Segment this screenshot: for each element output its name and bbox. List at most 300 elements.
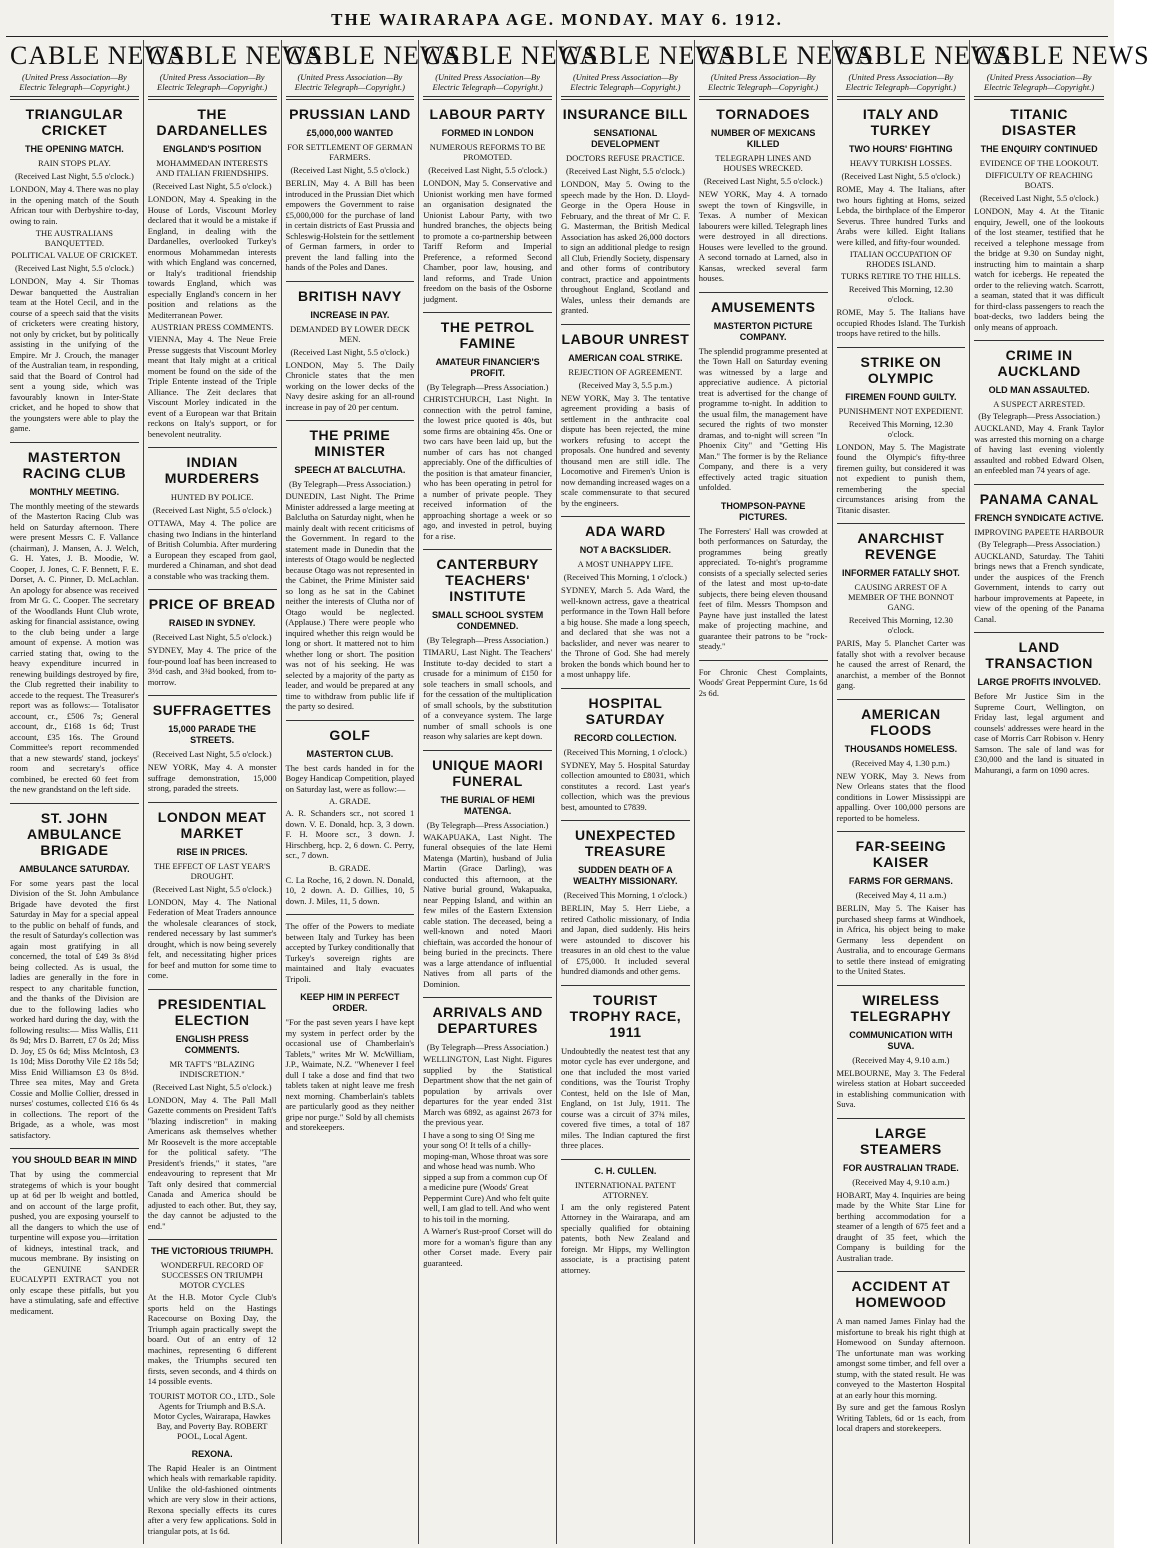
headline: TITANIC DISASTER — [1001, 106, 1077, 138]
advert-body: The Rapid Healer is an Ointment which heals with remarkable rapidity. Unlike the old-fashioned ointments which are very slow in their actions, Rexona specially effects its cures after a very few applications. Sold in triangular pots, at 1s 6d. — [147, 1462, 277, 1536]
received-line: (Received Last Night, 5.5 o'clock.) — [703, 176, 823, 186]
column-credit: (United Press Association—By Electric Telegraph—Copyright.) — [19, 72, 130, 92]
subhead: THE OPENING MATCH. — [24, 144, 124, 154]
headline: CANTERBURY TEACHERS' INSTITUTE — [436, 556, 539, 604]
column-4 — [419, 40, 599, 1544]
subhead: AMBULANCE SATURDAY. — [19, 863, 130, 874]
story-unexpected-treasure — [561, 827, 690, 977]
headline: UNIQUE MAORI FUNERAL — [432, 756, 544, 789]
received-line: (Received This Morning, 1 o'clock.) — [563, 572, 687, 582]
bank: DEMANDED BY LOWER DECK MEN. — [289, 323, 410, 344]
subhead: RISE IN PRICES. — [176, 846, 248, 857]
bank: IMPROVING PAPEETE HARBOUR — [974, 526, 1104, 537]
story-body: LONDON, May 4. There was no play in the opening match of the South African tour with Derbyshire to-day, owing to rain. — [10, 184, 139, 226]
subhead: RAISED IN SYDNEY. — [168, 618, 256, 628]
grade-heading: A. GRADE. — [328, 796, 371, 806]
story-accident-homewood — [837, 1278, 966, 1434]
bank: PUNISHMENT NOT EXPEDIENT. — [838, 405, 964, 416]
divider — [561, 820, 690, 821]
story-body: The best cards handed in for the Bogey Handicap Competition, played on Saturday last, were as follow:— — [285, 762, 415, 794]
headline: LONDON MEAT MARKET — [157, 808, 267, 841]
story-dardanelles — [148, 106, 277, 439]
headline: ITALY AND TURKEY — [862, 106, 939, 138]
headline: ST. JOHN AMBULANCE BRIGADE — [27, 809, 122, 858]
story-body: The Forresters' Hall was crowded at both performances on Saturday, the programmes being greatly appreciated. To-night's programme consists of a specially selected series of the latest and most up-to-date subjects, there being eleven thousand feet of film. Messrs Thompson and Payne have just installed the latest make of projecting machine, and guarantee their patrons to be "rock-steady." — [698, 525, 828, 651]
headline: WIRELESS TELEGRAPHY — [850, 991, 952, 1024]
headline: MASTERTON RACING CLUB — [22, 448, 127, 481]
subhead: MONTHLY MEETING. — [29, 486, 120, 497]
bank: TELEGRAPH LINES AND HOUSES WRECKED. — [715, 153, 812, 173]
story-insurance-bill — [561, 106, 690, 316]
story-body: NEW YORK, May 3. The tentative agreement providing a basis of settlement in the anthracite coal dispute has been rejected, the mine workers refusing to accept the proposals. One hundred and seventy thousand men are still idle. The Locomotive and Firemen's Union is now demanding increased wages on a scale commensurate to that secured by the engineers. — [561, 392, 690, 508]
subhead: FOR AUSTRALIAN TRADE. — [843, 1162, 959, 1173]
headline: PANAMA CANAL — [979, 490, 1099, 507]
bank: CAUSING ARREST OF A MEMBER OF THE BONNOT GANG. — [847, 582, 954, 612]
column-8 — [970, 40, 1150, 1544]
headline: THE PRIME MINISTER — [309, 427, 391, 459]
story-maori-funeral — [423, 757, 552, 990]
divider — [148, 1239, 277, 1240]
divider — [837, 1118, 966, 1119]
bank: EVIDENCE OF THE LOOKOUT. — [979, 158, 1099, 168]
divider — [286, 720, 415, 721]
headline: THE DARDANELLES — [156, 106, 268, 138]
column-rule — [974, 96, 1104, 100]
column-banner: CABLE NEWS — [10, 41, 186, 70]
bank: MR TAFT'S "BLAZING INDISCRETION." — [169, 1058, 255, 1079]
column-7 — [833, 40, 1012, 1544]
headline: TORNADOES — [716, 106, 810, 122]
divider — [148, 989, 277, 990]
bank: (By Telegraph—Press Association.) — [978, 411, 1101, 421]
column-5 — [557, 40, 737, 1544]
bank: (By Telegraph—Press Association.) — [978, 538, 1101, 549]
advert-heading: KEEP HIM IN PERFECT ORDER. — [300, 992, 400, 1013]
advert-body: At the H.B. Motor Cycle Club's sports held on the Hastings Racecourse on Boxing Day, the Triumph again practically swept the board. Out of an entry of 12 machines, representing 6 different makes, the Triumphs secured ten firsts, seven seconds, and 4 thirds on 14 possible events. — [147, 1292, 277, 1386]
story-large-steamers — [837, 1125, 966, 1264]
subhead: THOUSANDS HOMELESS. — [844, 743, 958, 754]
divider — [837, 523, 966, 524]
story-wireless-telegraphy — [837, 992, 966, 1110]
headline: CRIME IN AUCKLAND — [997, 347, 1081, 379]
advert-heading: REXONA. — [191, 1448, 233, 1459]
story-body: LONDON, May 5. Conservative and Unionist working men have formed an organisation designated the Unionist Labour Party, with two hundred branches, the objects being to promote a co-partnership between Tariff Reform and Imperial Preference, a reformed Second Chamber, poor law, housing, and land reforms, and Trade Union freedom on the basis of the Osborne judgment. — [423, 178, 552, 304]
divider — [148, 802, 277, 803]
story-tornadoes — [699, 106, 828, 284]
story-triangular-cricket — [10, 106, 139, 434]
story-body: CHRISTCHURCH, Last Night. In connection with the petrol famine, the lowest price quoted is 40s, but some firms are obtaining 45s. One or two cars have been laid up, but the number of cars has not changed appreciably. One of the difficulties of the position is that amateur financier, who has been operating in petrol for a number of private people. They received information of the approaching shortage a week or so ago, and invested in petrol, buying for a rise. — [423, 394, 552, 541]
story-labour-party — [423, 106, 552, 304]
subhead: TWO HOURS' FIGHTING — [849, 144, 953, 154]
received-line: Received This Morning, 12.30 o'clock. — [848, 284, 953, 304]
subhead: FRENCH SYNDICATE ACTIVE. — [974, 512, 1104, 523]
story-tourist-trophy — [561, 992, 690, 1151]
headline: FAR-SEEING KAISER — [855, 838, 947, 870]
story-body: AUCKLAND, Saturday. The Tahiti brings news that a French syndicate, under the auspices of the French Government, intends to carry out harbour improvements at Papeete, in view of the opening of the Panama Canal. — [974, 550, 1104, 624]
subhead: AMATEUR FINANCIER'S PROFIT. — [435, 357, 540, 378]
received-line: (Received Last Night, 5.5 o'clock.) — [152, 632, 272, 642]
headline: TOURIST TROPHY RACE, 1911 — [569, 991, 682, 1040]
received-line: (Received Last Night, 5.5 o'clock.) — [428, 165, 548, 175]
story-body: LONDON, May 4. At the Titanic enquiry, Jewell, one of the lookouts of the lost steamer, testified that he received a telephone message from the bridge at 9.30 on Sunday night, instructing him to maintain a sharp watch for icebergs. He repeated the order to the relieving watch. Scarrott, a seaman, stated that it was difficult for third-class passengers to reach the boat-decks, two ladders being the only means of approach. — [974, 206, 1104, 332]
bank: FOR SETTLEMENT OF GERMAN FARMERS. — [287, 142, 413, 162]
subhead: SENSATIONAL DEVELOPMENT — [591, 128, 660, 149]
headline: THE PETROL FAMINE — [440, 319, 535, 351]
divider — [423, 549, 552, 550]
advert-eucalypti — [10, 1155, 139, 1316]
story-body: WAKAPUAKA, Last Night. The funeral obsequies of the late Hemi Matenga (Martin), husband of Julia Martin (Grace Darling), was conducted this afternoon, at the Native burial ground, Wakapuaka, near Pepping Island, and within an few miles of the Eastern Extension cable station. The deceased, being a well-known and noted Maori chieftain, was accorded the honour of being buried in the precincts. There was a large attendance of influential Natives from all parts of the Dominion. — [423, 831, 552, 989]
story-body: BERLIN, May 5. Herr Liebe, a retired Catholic missionary, of India and Japan, died suddenly. His heirs were astounded to discover his treasures in an old chest to the value of £75,000. It included several hundred diamonds and other gems. — [561, 903, 690, 976]
received-line: (Received May 4, 1.30 p.m.) — [852, 757, 950, 768]
story-anarchist-revenge — [837, 530, 966, 691]
masthead-rule — [6, 36, 1108, 37]
advert-rexona — [148, 1449, 277, 1537]
divider — [837, 1271, 966, 1272]
column-rule — [561, 96, 690, 100]
column-credit: (United Press Association—By Electric Telegraph—Copyright.) — [157, 72, 268, 92]
divider — [561, 324, 690, 325]
subhead: FARMS FOR GERMANS. — [848, 876, 953, 886]
advert-heading: C. H. CULLEN. — [594, 1165, 657, 1176]
story-british-navy — [286, 288, 415, 413]
story-prime-minister — [286, 427, 415, 712]
story-body: NEW YORK, May 4. A tornado swept the town of Kingsville, in Texas. A number of Mexican labourers were killed. Telegraph lines were destroyed in all directions. Houses were levelled to the ground. A second tornado at Larned, also in Kansas, wrecked several farm houses. — [698, 189, 828, 283]
story-body: NEW YORK, May 4. A monster suffrage demonstration, 15,000 strong, paraded the streets. — [147, 762, 277, 793]
divider — [974, 484, 1104, 485]
divider — [561, 1159, 690, 1160]
divider — [148, 589, 277, 590]
columns — [6, 40, 1150, 1544]
story-prussian-land — [286, 106, 415, 273]
bank: A SUSPECT ARRESTED. — [993, 399, 1085, 409]
story-body: HOBART, May 4. Inquiries are being made by the White Star Line for berthing accommodation for a steamer of a length of 675 feet and a draught of 35 feet, which the Company is building for the Australian trade. — [836, 1189, 966, 1263]
headline: AMUSEMENTS — [710, 298, 816, 315]
story-body: MELBOURNE, May 3. The Federal wireless station at Hobart succeeded in establishing communication with Suva. — [836, 1067, 966, 1109]
column-credit: (United Press Association—By Electric Telegraph—Copyright.) — [432, 72, 543, 92]
story-amusements — [699, 299, 828, 493]
received-line: (Received Last Night, 5.5 o'clock.) — [14, 263, 134, 273]
bank: MOHAMMEDAN INTERESTS AND ITALIAN FRIENDSHIPS. — [155, 158, 269, 178]
advert-heading: THE VICTORIOUS TRIUMPH. — [150, 1246, 274, 1256]
story-mediation — [286, 921, 415, 984]
received-line: (Received Last Night, 5.5 o'clock.) — [290, 346, 410, 357]
story-body: LONDON, May 4. Speaking in the House of Lords, Viscount Morley declared that it would be a mistake if England, in dealing with the Dardanelles, overlooked Turkey's enormous Mohammedan interests with which England was concerned, or Italy's traditional friendship towards England, which was especially England's concern in her position and relations as the Mediterranean Power. — [147, 194, 277, 320]
subhead: THE ENQUIRY CONTINUED — [980, 144, 1098, 154]
subhead: £5,000,000 WANTED — [306, 128, 394, 138]
story-land-transaction — [974, 639, 1104, 775]
column-1 — [6, 40, 186, 1544]
bank: HEAVY TURKISH LOSSES. — [849, 158, 952, 168]
received-line: (Received Last Night, 5.5 o'clock.) — [152, 883, 272, 894]
received-line: (Received Last Night, 5.5 o'clock.) — [152, 181, 272, 191]
divider — [148, 695, 277, 696]
subhead: ENGLISH PRESS COMMENTS. — [175, 1033, 249, 1055]
subhead: SUDDEN DEATH OF A WEALTHY MISSIONARY. — [573, 865, 678, 886]
story-strike-olympic — [837, 354, 966, 516]
story-body: AUCKLAND, May 4. Frank Taylor was arrested this morning on a charge of having last evening violently assaulted and robbed Edward Olsen, an enfeebled man 74 years of age. — [974, 423, 1104, 475]
subhead: THE BURIAL OF HEMI MATENGA. — [440, 794, 535, 816]
subhead: RECORD COLLECTION. — [574, 732, 677, 743]
story-body: The splendid programme presented at the Town Hall on Saturday evening was witnessed by a large and appreciative audience. A pictorial treat is advertised for the change of programme to-night. In addition to the usual film, the management have secured the rights of two monster dramas, and to-night will screen "In Phoenix City" and "Getting His Man." The former is by the Reliance Company, and there is a very effectively acted tragic situation unfolded. — [698, 345, 828, 492]
column-banner: CABLE NEWS — [285, 41, 461, 70]
subhead: OLD MAN ASSAULTED. — [988, 385, 1090, 395]
story-body: LONDON, May 5. Owing to the speech made by the Hon. D. Lloyd-George in the Opera House in February, and the threat of Mr C. F. G. Masterman, the British Medical Association has asked 26,000 doctors to sign an additional pledge to resign all Club, Friendly Society, dispensary and other forms of contributory contract, practice and appointments throughout England, Scotland and Wales, unless their demands are granted. — [561, 179, 690, 315]
bank: HUNTED BY POLICE. — [170, 492, 254, 502]
story-body: DUNEDIN, Last Night. The Prime Minister addressed a large meeting at Balclutha on Saturday night, when he mainly dealt with recent criticisms of the Government. In regard to the statement made in Dunedin that the interests of Otago would be neglected because Otago was not represented in the Cabinet, the Prime Minister said so long as he sat in the Cabinet neither the interests of Clutha nor of Otago would be neglected. (Applause.) There were people who inquired whether this reign would be long or short. It mattered not to him whether long or short. The position was not of his seeking. He was selected by a majority of the party as leader, and would be prepared at any time to withdraw from public life if the party so desired. — [285, 491, 415, 711]
headline: INSURANCE BILL — [562, 106, 688, 122]
divider — [974, 632, 1104, 633]
advert-body: A Warner's Rust-proof Corset will do more for a woman's figure than any other Corset made. Every pair guaranteed. — [423, 1226, 552, 1268]
subhead: INCREASE IN PAY. — [310, 309, 390, 320]
subhead: MASTERTON PICTURE COMPANY. — [713, 320, 813, 342]
headline: GOLF — [329, 726, 371, 743]
advert-heading: YOU SHOULD BEAR IN MIND — [11, 1155, 137, 1165]
divider — [10, 803, 139, 804]
divider — [699, 660, 828, 661]
story-far-seeing-kaiser — [837, 838, 966, 977]
received-line: (Received Last Night, 5.5 o'clock.) — [290, 165, 410, 175]
divider — [561, 688, 690, 689]
advert-body: For Chronic Chest Complaints, Woods' Great Peppermint Cure, 1s 6d 2s 6d. — [698, 666, 828, 698]
story-body: VIENNA, May 4. The Neue Freie Presse suggests that Viscount Morley meant that Italy might at a critical moment be found on the side of the Triple Entente instead of the Triple Alliance. The Zeit declares that Viscount Morley indicated in the event of a European war that Britain reckons on Italy's support, or for benevolent neutrality. — [147, 334, 277, 439]
divider — [148, 447, 277, 448]
divider — [286, 420, 415, 421]
story-body: Before Mr Justice Sim in the Supreme Court, Wellington, on Friday last, legal argument and counsels' addresses were heard in the case of Morris Carr Robison v. Henry Samson. The sale of land was for £30,000 and the land is situated in Mahurangi, a farm on 1090 acres. — [974, 691, 1104, 775]
story-thompson-payne — [699, 501, 828, 652]
column-banner: CABLE NEWS — [147, 41, 324, 70]
bank: REJECTION OF AGREEMENT. — [568, 366, 683, 377]
story-body: SYDNEY, May 4. The price of the four-pound loaf has been increased to 3½d cash, and 3¾d booked, from to-morrow. — [147, 645, 277, 687]
subhead: INFORMER FATALLY SHOT. — [842, 568, 960, 578]
advert-triumph — [148, 1246, 277, 1441]
divider — [10, 1148, 139, 1149]
story-body: BERLIN, May 5. The Kaiser has purchased sheep farms at Windhoek, in Africa, his object being to make Germany less dependent on Australia, and to encourage Germans to settle there instead of emigrating to the United States. — [836, 903, 966, 976]
headline: SUFFRAGETTES — [152, 702, 272, 718]
received-line: Received This Morning, 12.30 o'clock. — [848, 418, 953, 439]
story-body: PARIS, May 5. Planchet Carter was fatally shot with a revolver because he caused the arrest of Renard, the anarchist, a member of the Bonnot gang. — [836, 638, 966, 690]
story-body: LONDON, May 4. The Pall Mall Gazette comments on President Taft's "blazing indiscretion" in making Americans ask themselves whether Mr Roosevelt is the more acceptable for the political safety. "The President's friends," it states, "are endeavouring to represent that Mr Taft only desired that commercial Canada and America should be adjusted to each other. But, they say, the day cannot be adjusted to the end." — [147, 1094, 277, 1231]
divider — [423, 750, 552, 751]
received-line: (Received Last Night, 5.5 o'clock.) — [152, 1081, 272, 1092]
story-italy-turkey — [837, 106, 966, 339]
bank: THE EFFECT OF LAST YEAR'S DROUGHT. — [153, 860, 271, 881]
column-rule — [423, 96, 552, 100]
received-line: (Received May 3, 5.5 p.m.) — [578, 379, 673, 390]
subhead: AMERICAN COAL STRIKE. — [568, 352, 683, 363]
bank: RAIN STOPS PLAY. — [37, 158, 111, 168]
story-body: ROME, May 5. The Italians have occupied Rhodes Island. The Turkish troops have retired to the hills. — [836, 307, 966, 338]
advert-body: That by using the commercial strategems of which is your bought up at 6d per lb weight and bottled, and on account of the large profit, pushed, you are exposing yourself to all the dangers to which the use of turpentine will expose you—irritation of kidneys, intestinal track, and mucous membrane. By insisting on the GENUINE SANDER EUCALYPTI EXTRACT you not only escape these pitfalls, but you have a stimulating, safe and effective medicament. — [10, 1169, 139, 1316]
divider — [837, 985, 966, 986]
story-body: A man named James Finlay had the misfortune to break his right thigh at Homewood on Sunday afternoon. The unfortunate man was working amongst some timber, and fell over a stump, with the stated result. He was conveyed to the Masterton Hospital at an early hour this morning. — [836, 1316, 966, 1400]
column-credit: (United Press Association—By Electric Telegraph—Copyright.) — [294, 72, 405, 92]
story-panama-canal — [974, 491, 1104, 625]
headline: LABOUR UNREST — [561, 330, 690, 347]
headline: LABOUR PARTY — [429, 106, 546, 122]
bank: POLITICAL VALUE OF CRICKET. — [11, 250, 138, 260]
subhead: NUMBER OF MEXICANS KILLED — [710, 128, 816, 149]
column-credit: (United Press Association—By Electric Telegraph—Copyright.) — [845, 72, 956, 92]
advert-agent: TOURIST MOTOR CO., LTD., Sole Agents for Triumph and B.S.A. Motor Cycles, Wairarapa, Hawkes Bay, and Poverty Bay. ROBERT POOL, Local Agent. — [149, 1390, 276, 1441]
column-rule — [148, 96, 277, 100]
received-line: (Received Last Night, 5.5 o'clock.) — [841, 171, 961, 181]
received-line: (Received May 4, 9.10 a.m.) — [852, 1176, 950, 1187]
headline: AMERICAN FLOODS — [861, 705, 941, 738]
subhead: NOT A BACKSLIDER. — [579, 545, 672, 555]
grade-results: A. R. Schanders scr., not scored 1 down. V. E. Donald, hcp. 3, 3 down. F. H. Moore scr., 3 down. J. Hirschberg, hcp. 2, 6 down. C. Perry, scr., 7 down. — [285, 808, 415, 860]
subhead: COMMUNICATION WITH SUVA. — [849, 1029, 953, 1051]
bank: DOCTORS REFUSE PRACTICE. — [566, 153, 685, 163]
story-body: WELLINGTON, Last Night. Figures supplied by the Statistical Department show that the net gain of population by arrivals over departures for the year ended 31st March was 6892, as against 2673 for the previous year. — [423, 1054, 552, 1127]
subhead: MASTERTON CLUB. — [306, 748, 394, 759]
column-2 — [144, 40, 324, 1544]
received-line: (Received Last Night, 5.5 o'clock.) — [565, 166, 685, 176]
headline: ARRIVALS AND DEPARTURES — [432, 1004, 543, 1036]
subhead: FORMED IN LONDON — [441, 128, 534, 138]
advert-peppermint-cure — [699, 667, 828, 699]
subhead: LARGE PROFITS INVOLVED. — [977, 677, 1101, 687]
story-suffragettes — [148, 702, 277, 794]
story-presidential-election — [148, 996, 277, 1232]
received-line: (Received This Morning, 1 o'clock.) — [563, 746, 687, 757]
headline: BRITISH NAVY — [298, 287, 402, 304]
grade-results: C. La Roche, 16, 2 down. N. Donald, 10, 2 down. A. D. Gillies, 10, 5 down. J. Miles, 11, 5 down. — [285, 874, 415, 906]
headline: PRESIDENTIAL ELECTION — [157, 995, 267, 1028]
bank: TURKS RETIRE TO THE HILLS. — [841, 271, 961, 281]
column-rule — [699, 96, 828, 100]
divider — [837, 831, 966, 832]
masthead: THE WAIRARAPA AGE. MONDAY. MAY 6. 1912. — [331, 10, 783, 29]
advert-body: "For the past seven years I have kept my system in perfect order by the occasional use of Chamberlain's Tablets," writes Mr W. McWilliam, J.P., Waimate, N.Z. "Whenever I feel dull I take a dose and find that two tablets taken at night leave me fresh next morning. Chamberlain's tablets are particularly good as they neither gripe nor purge." Sold by all chemists and storekeepers. — [285, 1017, 415, 1132]
story-hospital-saturday — [561, 695, 690, 813]
headline: PRUSSIAN LAND — [289, 106, 411, 122]
divider — [286, 281, 415, 282]
divider — [837, 699, 966, 700]
column-rule — [837, 96, 966, 100]
advert-body: By sure and get the famous Roslyn Writing Tablets, 6d or 1s each, from local drapers and storekeepers. — [836, 1402, 966, 1433]
story-ambulance — [10, 810, 139, 1141]
column-banner: CABLE NEWS — [423, 41, 599, 70]
column-3 — [282, 40, 461, 1544]
story-body: TIMARU, Last Night. The Teachers' Institute to-day decided to start a crusade for a minimum of £150 for sole teachers in small schools, and for the cessation of the multiplication of small schools, by the substitution of a conveyance system. The large number of small schools is one reason why salaries are kept down. — [423, 647, 552, 741]
bank: (By Telegraph—Press Association.) — [426, 382, 549, 392]
divider — [561, 985, 690, 986]
column-banner: CABLE NEWS — [836, 41, 1012, 70]
subhead: FIREMEN FOUND GUILTY. — [845, 391, 957, 402]
advert-poem: I have a song to sing O! Sing me your song O! It tells of a chilly-moping-man, Whose throat was sore and whose head was numb. Who sipped a sup from a common cup Of a medicine pure (Woods' Great Peppermint Cure) And who felt quite well, I am glad to tell. And who went to his toil in the morning. — [423, 1129, 550, 1224]
story-body: LONDON, May 5. The Daily Chronicle states that the men working on the lower decks of the Navy desire asking for an all-round increase in pay of 20 per centum. — [285, 359, 415, 412]
subhead: 15,000 PARADE THE STREETS. — [168, 724, 257, 745]
headline: HOSPITAL SATURDAY — [585, 694, 666, 727]
divider — [423, 997, 552, 998]
divider — [699, 292, 828, 293]
divider — [974, 340, 1104, 341]
story-body: NEW YORK, May 3. News from New Orleans states that the flood conditions in Lower Mississippi are appalling. Over 100,000 persons are reported to be homeless. — [836, 770, 966, 823]
bank: THE AUSTRALIANS BANQUETTED. — [35, 228, 113, 248]
story-body: LONDON, May 5. The Magistrate found the Olympic's fifty-three firemen guilty, but considered it was not expedient to punish them, remembering the special circumstances arising from the Titanic disaster. — [836, 441, 966, 515]
bank: NUMEROUS REFORMS TO BE PROMOTED. — [429, 142, 546, 162]
advert-body: I am the only registered Patent Attorney in the Wairarapa, and am specially qualified for obtaining patents, both New Zealand and foreign. Mr Hipps, my Wellington associate, is a practising patent attorney. — [561, 1201, 690, 1275]
story-body: LONDON, May 4. The National Federation of Meat Traders announce the wholesale clearances of stock, rendered necessary by last summer's drought, which is now being severely felt, and necessitating higher prices for beef and mutton for some time to come. — [147, 896, 277, 980]
bank: INTERNATIONAL PATENT ATTORNEY. — [575, 1179, 676, 1200]
headline: ADA WARD — [585, 523, 666, 539]
story-racing-club — [10, 449, 139, 795]
story-labour-unrest — [561, 331, 690, 509]
headline: UNEXPECTED TREASURE — [575, 827, 676, 859]
story-body: The monthly meeting of the stewards of the Masterton Racing Club was held on Saturday afternoon. There were present Messrs C. F. Vallance (chairman), J. Mansen, A. J. Welch, G. H. Yates, J. B. Moodie, W. Cooper, J. Jones, C. F. Bennett, F. E. Dorset, A. C. Pinner, D. McLachlan. An apology for absence was received from Mr G. C. Cooper. The secretary of the Woodlands Hunt Club wrote, asking for financial assistance, owing to the club being under a large amount of expense. A motion was carried stating that, owing to the heavy expenditure incurred in renewing buildings destroyed by fire, the Club regretted their inability to accede to the request. The Treasurer's report was as follows:— Totalisator account, cr., £506 7s; General account, dr., £168 1s 6d; Trust account, £35 16s. The Ground Committee's report recommended that a new stewards' stand, jockeys' room and secretary's office combined, be erected 60 feet from the new grandstand on the left side. — [10, 500, 139, 794]
advert-cullen — [561, 1166, 690, 1276]
column-banner: CABLE NEWS — [698, 41, 875, 70]
headline: ACCIDENT AT HOMEWOOD — [851, 1278, 951, 1310]
headline: ANARCHIST REVENGE — [857, 530, 945, 562]
bank: (By Telegraph—Press Association.) — [426, 635, 549, 645]
received-line: (Received Last Night, 5.5 o'clock.) — [979, 193, 1099, 203]
received-line: (Received Last Night, 5.5 o'clock.) — [14, 171, 134, 181]
headline: LARGE STEAMERS — [859, 1124, 942, 1157]
column-6 — [695, 40, 875, 1544]
column-banner: CABLE NEWS — [974, 41, 1150, 70]
bank: (By Telegraph—Press Association.) — [288, 479, 411, 489]
story-body: LONDON, May 4. Sir Thomas Dewar banquetted the Australian team at the Hotel Cecil, and in the course of a speech said that the visits of cricketers were creating history, not only by cricket, but by politically assisting in the unifying of the Empire. Mr J. Crouch, the manager of the Australian team, in responding, said that the Board of Control had sent a young side, which was favourably known in Inter-State cricket, and he hoped to show that the youngsters were able to play the game. — [10, 276, 139, 433]
story-crime-auckland — [974, 347, 1104, 476]
advert-chamberlain — [286, 992, 415, 1133]
received-line: (Received May 4, 11 a.m.) — [855, 890, 947, 900]
bank: ITALIAN OCCUPATION OF RHODES ISLAND. — [849, 249, 952, 269]
received-line: (Received Last Night, 5.5 o'clock.) — [152, 505, 272, 515]
column-credit: (United Press Association—By Electric Telegraph—Copyright.) — [708, 72, 819, 92]
headline: TRIANGULAR CRICKET — [25, 106, 124, 138]
story-price-of-bread — [148, 596, 277, 687]
divider — [423, 312, 552, 313]
story-meat-market — [148, 809, 277, 981]
headline: STRIKE ON OLYMPIC — [860, 353, 942, 386]
story-body: Undoubtedly the neatest test that any motor cycle has ever undergone, and one that included the most varied conditions, was the Tourist Trophy Contest, held on the Isle of Man, England, on 1st July, 1911. The course was a circuit of 37¾ miles, covered five times, a total of 187 miles. The Indian captured the first three places. — [561, 1045, 690, 1150]
headline: PRICE OF BREAD — [148, 596, 276, 612]
column-rule — [10, 96, 139, 100]
received-line: (Received Last Night, 5.5 o'clock.) — [152, 749, 272, 759]
grade-heading: B. GRADE. — [329, 862, 371, 873]
bank: (By Telegraph—Press Association.) — [426, 1042, 549, 1052]
story-titanic-disaster — [974, 106, 1104, 332]
story-american-floods — [837, 706, 966, 824]
headline: LAND TRANSACTION — [985, 639, 1093, 671]
headline: INDIAN MURDERERS — [164, 454, 260, 486]
bank: WONDERFUL RECORD OF SUCCESSES ON TRIUMPH MOTOR CYCLES — [160, 1260, 264, 1290]
story-petrol-famine — [423, 319, 552, 541]
divider — [837, 347, 966, 348]
received-line: Received This Morning, 12.30 o'clock. — [848, 615, 953, 635]
story-body: The offer of the Powers to mediate between Italy and Turkey has been accepted by Turkey conditionally that Turkey's sovereign rights are maintained and Italy evacuates Tripoli. — [285, 921, 415, 984]
story-ada-ward — [561, 523, 690, 680]
divider — [561, 516, 690, 517]
column-credit: (United Press Association—By Electric Telegraph—Copyright.) — [984, 72, 1095, 92]
divider — [286, 914, 415, 915]
received-line: (Received This Morning, 1 o'clock.) — [563, 890, 687, 900]
bank: AUSTRIAN PRESS COMMENTS. — [150, 322, 274, 332]
divider — [10, 442, 139, 443]
story-body: SYDNEY, May 5. Hospital Saturday collection amounted to £8031, which constitutes a record. Last year's collection, which was the previous best, amounted to £7839. — [561, 759, 690, 812]
story-body: ROME, May 4. The Italians, after two hours fighting at Homs, seized Lebda, the birthplace of the Emperor Severus. Three hundred Turks and Arabs were killed. Eight Italians were killed, and fifty-four wounded. — [836, 184, 966, 247]
subhead: THOMPSON-PAYNE PICTURES. — [720, 500, 806, 522]
subhead: SPEECH AT BALCLUTHA. — [294, 465, 406, 475]
story-canterbury-teachers — [423, 556, 552, 742]
column-credit: (United Press Association—By Electric Telegraph—Copyright.) — [570, 72, 681, 92]
subhead: ENGLAND'S POSITION — [163, 144, 262, 154]
story-body: BERLIN, May 4. A Bill has been introduced in the Prussian Diet which empowers the Government to raise £5,000,000 for the purchase of land in certain districts of East Prussia and Schleswig-Holstein for the settlement of German farmers, in order to prevent the land falling into the hands of the Poles and Danes. — [285, 178, 415, 272]
story-body: SYDNEY, March 5. Ada Ward, the well-known actress, gave a theatrical performance in the Town Hall before a big house. She made a long speech, and declared that she was not a backslider, and never was nearer to the Throne of God. She had merely broken the bonds which bound her to a most unhappy life. — [561, 585, 690, 679]
column-banner: CABLE NEWS — [561, 41, 737, 70]
story-body: OTTAWA, May 4. The police are chasing two Indians in the hinterland of British Columbia. After murdering a European they escaped from gaol, murdered a Chinaman, and shot dead a constable who was tracking them. — [147, 518, 277, 581]
